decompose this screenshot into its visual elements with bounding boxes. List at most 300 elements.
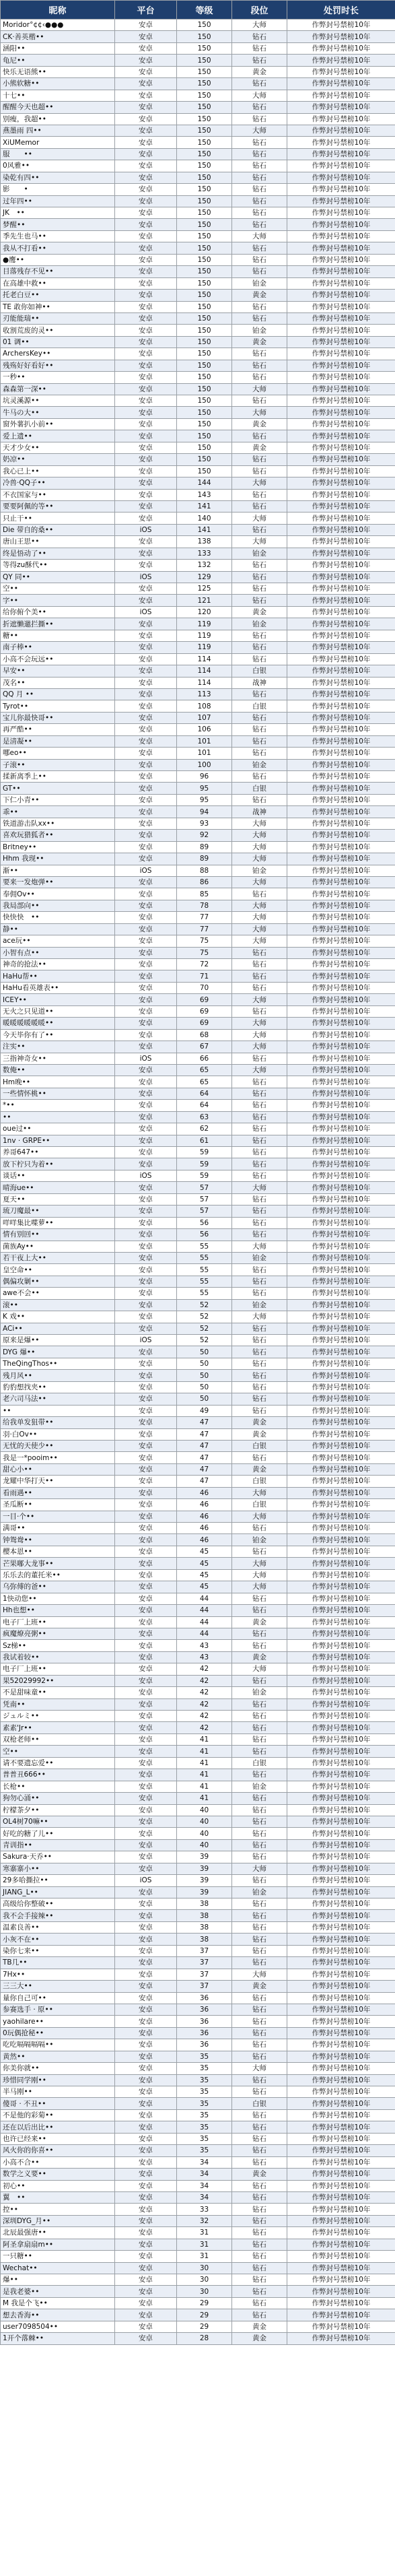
table-row <box>1 1381 395 1393</box>
table-row <box>1 1921 395 1933</box>
cell-tier: 大师 <box>232 818 287 829</box>
cell-platform: 安卓 <box>115 1523 177 1534</box>
cell-platform: 安卓 <box>115 900 177 911</box>
cell-duration: 作弊封号禁榜10年 <box>287 2109 395 2121</box>
cell-platform: iOS <box>115 865 177 876</box>
cell-duration: 作弊封号禁榜10年 <box>287 418 395 430</box>
cell-duration: 作弊封号禁榜10年 <box>287 1711 395 1722</box>
cell-duration: 作弊封号禁榜10年 <box>287 806 395 818</box>
cell-name: 咩咩集比喋萝•• <box>1 1217 115 1228</box>
table-row <box>1 876 395 888</box>
cell-name: 托老白豆•• <box>1 290 115 301</box>
table-row <box>1 20 395 31</box>
cell-tier: 黄金 <box>232 290 287 301</box>
cell-level: 36 <box>177 2004 232 2015</box>
cell-platform: 安卓 <box>115 1323 177 1334</box>
cell-level: 44 <box>177 1616 232 1628</box>
cell-name: 三三大•• <box>1 1981 115 1992</box>
cell-tier: 钻石 <box>232 2109 287 2121</box>
cell-platform: iOS <box>115 571 177 583</box>
cell-duration: 作弊封号禁榜10年 <box>287 2098 395 2109</box>
cell-level: 107 <box>177 712 232 723</box>
cell-level: 150 <box>177 277 232 289</box>
cell-tier: 钻石 <box>232 301 287 312</box>
cell-duration: 作弊封号禁榜10年 <box>287 2309 395 2321</box>
cell-name: 只止干•• <box>1 513 115 524</box>
cell-tier: 钻石 <box>232 266 287 277</box>
cell-tier: 钻石 <box>232 1945 287 1956</box>
cell-name: 别瘦，我超•• <box>1 113 115 125</box>
cell-level: 44 <box>177 1593 232 1604</box>
cell-name: 也许已经来•• <box>1 2133 115 2144</box>
cell-name: Die 带自的桑•• <box>1 524 115 535</box>
cell-tier: 钻石 <box>232 1170 287 1181</box>
cell-platform: 安卓 <box>115 148 177 160</box>
cell-platform: 安卓 <box>115 1804 177 1816</box>
cell-name: 电子厂上班•• <box>1 1663 115 1675</box>
cell-level: 28 <box>177 2333 232 2344</box>
cell-level: 42 <box>177 1722 232 1733</box>
cell-level: 150 <box>177 348 232 360</box>
cell-platform: 安卓 <box>115 677 177 688</box>
cell-level: 35 <box>177 2051 232 2062</box>
cell-tier: 钻石 <box>232 1076 287 1088</box>
cell-tier: 钻石 <box>232 1358 287 1369</box>
cell-name: 29多哈撕拉•• <box>1 1875 115 1886</box>
table-row <box>1 2016 395 2027</box>
table-row <box>1 1863 395 1874</box>
cell-duration: 作弊封号禁榜10年 <box>287 994 395 1005</box>
cell-name: 皇空命•• <box>1 1264 115 1276</box>
cell-platform: 安卓 <box>115 219 177 230</box>
cell-tier: 钻石 <box>232 113 287 125</box>
table-row <box>1 1711 395 1722</box>
table-row <box>1 2004 395 2015</box>
cell-duration: 作弊封号禁榜10年 <box>287 407 395 418</box>
cell-level: 95 <box>177 783 232 794</box>
cell-platform: 安卓 <box>115 2227 177 2239</box>
table-row <box>1 1476 395 1487</box>
cell-duration: 作弊封号禁榜10年 <box>287 1299 395 1311</box>
cell-level: 56 <box>177 1229 232 1241</box>
cell-level: 85 <box>177 888 232 900</box>
table-row <box>1 1088 395 1099</box>
cell-duration: 作弊封号禁榜10年 <box>287 1816 395 1827</box>
cell-duration: 作弊封号禁榜10年 <box>287 1335 395 1346</box>
cell-tier: 大师 <box>232 994 287 1005</box>
cell-platform: 安卓 <box>115 1064 177 1076</box>
cell-level: 150 <box>177 372 232 383</box>
cell-name: 柠檬茶夕•• <box>1 1804 115 1816</box>
cell-tier: 钻石 <box>232 360 287 371</box>
table-row <box>1 1675 395 1686</box>
cell-name: HaHu帮•• <box>1 970 115 982</box>
cell-level: 50 <box>177 1358 232 1369</box>
cell-level: 150 <box>177 383 232 395</box>
cell-platform: 安卓 <box>115 783 177 794</box>
cell-tier: 大师 <box>232 853 287 865</box>
cell-duration: 作弊封号禁榜10年 <box>287 1005 395 1017</box>
cell-name: 偶偏攻剿•• <box>1 1276 115 1287</box>
table-row <box>1 1722 395 1733</box>
table-row <box>1 853 395 865</box>
cell-platform: 安卓 <box>115 489 177 500</box>
cell-name: 樱本恩•• <box>1 1546 115 1557</box>
cell-duration: 作弊封号禁榜10年 <box>287 1651 395 1663</box>
table-row <box>1 1440 395 1451</box>
cell-tier: 黄金 <box>232 1981 287 1992</box>
cell-tier: 钻石 <box>232 1135 287 1146</box>
cell-duration: 作弊封号禁榜10年 <box>287 2169 395 2180</box>
cell-name: 乌弥傅的爸•• <box>1 1581 115 1593</box>
cell-duration: 作弊封号禁榜10年 <box>287 395 395 407</box>
cell-duration: 作弊封号禁榜10年 <box>287 1229 395 1241</box>
cell-tier: 钻石 <box>232 735 287 747</box>
cell-platform: 安卓 <box>115 348 177 360</box>
table-row <box>1 1041 395 1053</box>
cell-platform: 安卓 <box>115 1264 177 1276</box>
cell-name: 黄然•• <box>1 2051 115 2062</box>
cell-level: 57 <box>177 1193 232 1205</box>
cell-platform: 安卓 <box>115 184 177 195</box>
table-row <box>1 90 395 101</box>
table-row <box>1 1593 395 1604</box>
cell-name: 你美你就•• <box>1 2063 115 2074</box>
cell-duration: 作弊封号禁榜10年 <box>287 1311 395 1323</box>
table-row <box>1 102 395 113</box>
cell-platform: 安卓 <box>115 1018 177 1029</box>
cell-name: 坑灵溪源•• <box>1 395 115 407</box>
cell-name: 0玩偶抢秘•• <box>1 2027 115 2039</box>
cell-platform: 安卓 <box>115 78 177 90</box>
table-row <box>1 830 395 841</box>
table-row <box>1 513 395 524</box>
cell-platform: 安卓 <box>115 1005 177 1017</box>
table-row <box>1 595 395 606</box>
cell-name: 原来是爆•• <box>1 1335 115 1346</box>
cell-platform: 安卓 <box>115 876 177 888</box>
cell-tier: 大师 <box>232 1863 287 1874</box>
cell-platform: 安卓 <box>115 1934 177 1945</box>
table-row <box>1 42 395 54</box>
cell-name: Hm晚•• <box>1 1076 115 1088</box>
cell-name: 高级给你整破•• <box>1 1898 115 1910</box>
cell-tier: 大师 <box>232 1182 287 1193</box>
cell-duration: 作弊封号禁榜10年 <box>287 1981 395 1992</box>
cell-platform: 安卓 <box>115 230 177 242</box>
cell-duration: 作弊封号禁榜10年 <box>287 219 395 230</box>
cell-tier: 钻石 <box>232 2027 287 2039</box>
table-row <box>1 2027 395 2039</box>
cell-name: 青训指•• <box>1 1839 115 1851</box>
table-row <box>1 1569 395 1581</box>
cell-name: 量你自己可•• <box>1 1992 115 2004</box>
cell-duration: 作弊封号禁榜10年 <box>287 1158 395 1170</box>
cell-duration: 作弊封号禁榜10年 <box>287 372 395 383</box>
cell-duration: 作弊封号禁榜10年 <box>287 2215 395 2226</box>
table-row <box>1 2156 395 2168</box>
cell-tier: 钻石 <box>232 489 287 500</box>
cell-platform: 安卓 <box>115 66 177 77</box>
cell-platform: 安卓 <box>115 1088 177 1099</box>
table-row <box>1 1428 395 1440</box>
table-row <box>1 1452 395 1463</box>
cell-tier: 大师 <box>232 923 287 935</box>
cell-platform: 安卓 <box>115 712 177 723</box>
cell-level: 49 <box>177 1405 232 1416</box>
cell-level: 47 <box>177 1428 232 1440</box>
cell-name: 凭南•• <box>1 1698 115 1710</box>
cell-tier: 钻石 <box>232 2039 287 2051</box>
cell-duration: 作弊封号禁榜10年 <box>287 454 395 465</box>
cell-duration: 作弊封号禁榜10年 <box>287 477 395 489</box>
cell-level: 75 <box>177 947 232 958</box>
cell-tier: 钻石 <box>232 1910 287 1921</box>
cell-platform: 安卓 <box>115 1158 177 1170</box>
cell-level: 69 <box>177 994 232 1005</box>
cell-platform: 安卓 <box>115 1981 177 1992</box>
cell-duration: 作弊封号禁榜10年 <box>287 1875 395 1886</box>
cell-tier: 大师 <box>232 1511 287 1522</box>
cell-level: 92 <box>177 830 232 841</box>
cell-name: 燕墨雨 四•• <box>1 125 115 136</box>
table-row <box>1 1229 395 1241</box>
cell-tier: 钻石 <box>232 1921 287 1933</box>
cell-level: 94 <box>177 806 232 818</box>
cell-tier: 黄金 <box>232 1651 287 1663</box>
cell-name: 奉佣Ov•• <box>1 888 115 900</box>
cell-platform: 安卓 <box>115 1193 177 1205</box>
cell-platform: 安卓 <box>115 113 177 125</box>
cell-level: 41 <box>177 1769 232 1781</box>
table-row <box>1 900 395 911</box>
cell-name: 快乐无语熊•• <box>1 66 115 77</box>
table-row <box>1 806 395 818</box>
cell-tier: 钻石 <box>232 148 287 160</box>
cell-platform: 安卓 <box>115 923 177 935</box>
cell-duration: 作弊封号禁榜10年 <box>287 1616 395 1628</box>
cell-name: 看雨遇•• <box>1 1487 115 1498</box>
cell-tier: 钻石 <box>232 724 287 735</box>
cell-duration: 作弊封号禁榜10年 <box>287 548 395 559</box>
cell-duration: 作弊封号禁榜10年 <box>287 524 395 535</box>
cell-platform: 安卓 <box>115 1076 177 1088</box>
cell-platform: 安卓 <box>115 2074 177 2086</box>
cell-level: 39 <box>177 1863 232 1874</box>
cell-name: 我是一*pooim•• <box>1 1452 115 1463</box>
cell-tier: 大师 <box>232 1018 287 1029</box>
cell-level: 150 <box>177 184 232 195</box>
cell-duration: 作弊封号禁榜10年 <box>287 1487 395 1498</box>
cell-duration: 作弊封号禁榜10年 <box>287 102 395 113</box>
cell-name: 珍惜同学刚•• <box>1 2074 115 2086</box>
cell-tier: 钻石 <box>232 1898 287 1910</box>
cell-platform: 安卓 <box>115 2251 177 2262</box>
table-row <box>1 2227 395 2239</box>
cell-name: 圣瓜断•• <box>1 1499 115 1511</box>
cell-duration: 作弊封号禁榜10年 <box>287 1698 395 1710</box>
cell-name: Wechat•• <box>1 2262 115 2274</box>
cell-duration: 作弊封号禁榜10年 <box>287 1839 395 1851</box>
cell-platform: 安卓 <box>115 1417 177 1428</box>
table-row <box>1 137 395 148</box>
table-row <box>1 947 395 958</box>
cell-name: oue过•• <box>1 1123 115 1135</box>
cell-tier: 钻石 <box>232 970 287 982</box>
cell-level: 133 <box>177 548 232 559</box>
table-row <box>1 1064 395 1076</box>
cell-tier: 大师 <box>232 383 287 395</box>
cell-level: 106 <box>177 724 232 735</box>
cell-level: 138 <box>177 536 232 548</box>
table-row <box>1 2333 395 2344</box>
cell-platform: 安卓 <box>115 2333 177 2344</box>
table-row <box>1 1616 395 1628</box>
cell-name: 早安•• <box>1 665 115 677</box>
cell-name: TheQingThos•• <box>1 1358 115 1369</box>
cell-duration: 作弊封号禁榜10年 <box>287 55 395 66</box>
cell-level: 150 <box>177 325 232 336</box>
cell-tier: 钻石 <box>232 1839 287 1851</box>
cell-name: DYG 爆•• <box>1 1346 115 1358</box>
cell-duration: 作弊封号禁榜10年 <box>287 1405 395 1416</box>
cell-level: 55 <box>177 1288 232 1299</box>
cell-duration: 作弊封号禁榜10年 <box>287 336 395 348</box>
table-row <box>1 1193 395 1205</box>
cell-platform: 安卓 <box>115 1440 177 1451</box>
cell-level: 47 <box>177 1440 232 1451</box>
cell-level: 66 <box>177 1053 232 1064</box>
cell-duration: 作弊封号禁榜10年 <box>287 583 395 595</box>
cell-level: 114 <box>177 677 232 688</box>
cell-name: 涵阳•• <box>1 42 115 54</box>
cell-platform: 安卓 <box>115 1252 177 1263</box>
cell-level: 52 <box>177 1323 232 1334</box>
cell-tier: 白银 <box>232 783 287 794</box>
cell-platform: 安卓 <box>115 1546 177 1557</box>
cell-platform: 安卓 <box>115 1863 177 1874</box>
cell-duration: 作弊封号禁榜10年 <box>287 2121 395 2133</box>
table-row <box>1 1264 395 1276</box>
cell-tier: 钻石 <box>232 430 287 442</box>
cell-level: 101 <box>177 735 232 747</box>
cell-tier: 钻石 <box>232 771 287 783</box>
cell-duration: 作弊封号禁榜10年 <box>287 618 395 630</box>
cell-level: 55 <box>177 1241 232 1252</box>
cell-platform: 安卓 <box>115 1499 177 1511</box>
cell-duration: 作弊封号禁榜10年 <box>287 1264 395 1276</box>
cell-platform: 安卓 <box>115 1593 177 1604</box>
table-row <box>1 1898 395 1910</box>
cell-tier: 钻石 <box>232 1546 287 1557</box>
table-row <box>1 2251 395 2262</box>
cell-duration: 作弊封号禁榜10年 <box>287 876 395 888</box>
cell-name: 我不会手接辣•• <box>1 1910 115 1921</box>
cell-duration: 作弊封号禁榜10年 <box>287 1934 395 1945</box>
cell-duration: 作弊封号禁榜10年 <box>287 1029 395 1041</box>
cell-name: 0风雅•• <box>1 160 115 172</box>
cell-tier: 钻石 <box>232 630 287 641</box>
cell-name: 终是悟动了•• <box>1 548 115 559</box>
cell-duration: 作弊封号禁榜10年 <box>287 1064 395 1076</box>
cell-name: 滚•• <box>1 1299 115 1311</box>
cell-level: 93 <box>177 818 232 829</box>
cell-name: 窗外薯扒小前•• <box>1 418 115 430</box>
cell-name: 风火你的你喜•• <box>1 2145 115 2156</box>
cell-duration: 作弊封号禁榜10年 <box>287 665 395 677</box>
cell-platform: 安卓 <box>115 1299 177 1311</box>
table-row <box>1 1288 395 1299</box>
cell-platform: 安卓 <box>115 1147 177 1158</box>
table-row <box>1 2169 395 2180</box>
cell-name: 果52029992•• <box>1 1675 115 1686</box>
cell-tier: 钻石 <box>232 207 287 219</box>
cell-tier: 大师 <box>232 1558 287 1569</box>
cell-platform: iOS <box>115 1170 177 1181</box>
table-row <box>1 78 395 90</box>
cell-tier: 钻石 <box>232 312 287 324</box>
cell-level: 150 <box>177 125 232 136</box>
cell-platform: 安卓 <box>115 312 177 324</box>
cell-tier: 战神 <box>232 806 287 818</box>
cell-duration: 作弊封号禁榜10年 <box>287 1886 395 1898</box>
cell-duration: 作弊封号禁榜10年 <box>287 818 395 829</box>
table-row <box>1 372 395 383</box>
cell-platform: 安卓 <box>115 1816 177 1827</box>
cell-level: 119 <box>177 642 232 653</box>
cell-duration: 作弊封号禁榜10年 <box>287 66 395 77</box>
cell-tier: 大师 <box>232 841 287 853</box>
cell-duration: 作弊封号禁榜10年 <box>287 1440 395 1451</box>
cell-level: 150 <box>177 31 232 42</box>
table-row <box>1 1135 395 1146</box>
cell-tier: 钻石 <box>232 712 287 723</box>
cell-duration: 作弊封号禁榜10年 <box>287 2286 395 2297</box>
cell-level: 78 <box>177 900 232 911</box>
cell-duration: 作弊封号禁榜10年 <box>287 172 395 183</box>
cell-duration: 作弊封号禁榜10年 <box>287 1276 395 1287</box>
cell-platform: 安卓 <box>115 935 177 947</box>
cell-tier: 钻石 <box>232 1992 287 2004</box>
cell-platform: 安卓 <box>115 653 177 665</box>
cell-tier: 钻石 <box>232 1335 287 1346</box>
cell-name: 参赛选手 · 原•• <box>1 2004 115 2015</box>
cell-duration: 作弊封号禁榜10年 <box>287 1100 395 1111</box>
cell-duration: 作弊封号禁榜10年 <box>287 1288 395 1299</box>
table-row <box>1 1053 395 1064</box>
cell-tier: 钻石 <box>232 1288 287 1299</box>
table-row <box>1 1934 395 1945</box>
cell-platform: 安卓 <box>115 1757 177 1769</box>
cell-level: 35 <box>177 2133 232 2144</box>
table-row <box>1 31 395 42</box>
table-row <box>1 748 395 759</box>
cell-tier: 钻石 <box>232 595 287 606</box>
cell-name: Moridor°¢¢‹●●● <box>1 20 115 31</box>
cell-duration: 作弊封号禁榜10年 <box>287 1581 395 1593</box>
cell-tier: 钻石 <box>232 1722 287 1733</box>
table-row <box>1 2191 395 2203</box>
cell-platform: 安卓 <box>115 2133 177 2144</box>
cell-level: 150 <box>177 395 232 407</box>
cell-level: 150 <box>177 242 232 254</box>
cell-level: 119 <box>177 630 232 641</box>
header-row <box>1 1 395 20</box>
cell-duration: 作弊封号禁榜10年 <box>287 1241 395 1252</box>
cell-tier: 钻石 <box>232 1628 287 1639</box>
cell-duration: 作弊封号禁榜10年 <box>287 1381 395 1393</box>
cell-duration: 作弊封号禁榜10年 <box>287 1346 395 1358</box>
